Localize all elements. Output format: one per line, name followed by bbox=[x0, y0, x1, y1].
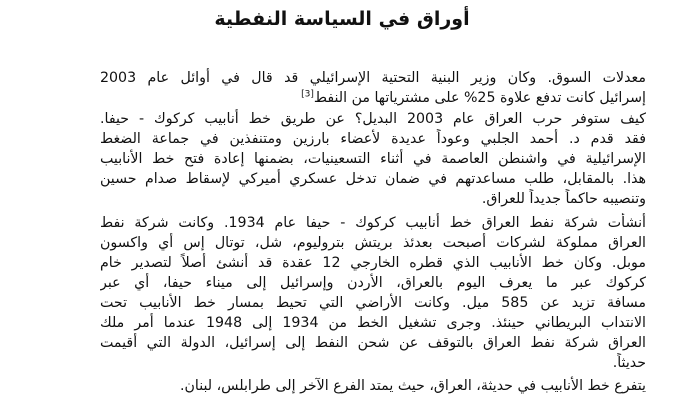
document-title: أوراق في السياسة النفطية bbox=[214, 8, 470, 30]
paragraph-3 bbox=[100, 213, 646, 373]
paragraph-line: الإسرائيلية في واشنطن العاصمة في أثناء التسعينيات، بضمنها إعادة فتح خط الأنابيب bbox=[100, 151, 646, 167]
paragraph-line: الانتداب البريطاني حينئذ. وجرى تشغيل الخط من 1934 إلى 1948 عندما أمر ملك bbox=[100, 315, 646, 331]
paragraph-line: هذا. بالمقابل، طلب مساعدتهم في ضمان تدخل عسكري أميركي لإسقاط صدام حسين bbox=[100, 171, 646, 187]
paragraph-line: موبل. وكان خط الأنابيب الذي قطره الخارجي 12 عقدة قد أنشئ أصلاً لتصدير خام bbox=[100, 255, 646, 271]
paragraph-line: فقد قدم د. أحمد الجلبي وعوداً عديدة لأعضاء بارزين ومتنفذين في جماعة الضغط bbox=[100, 131, 646, 147]
paragraph-line: معدلات السوق. وكان وزير البنية التحتية الإسرائيلي قد قال في أوائل عام 2003 bbox=[100, 70, 646, 86]
paragraph-2 bbox=[100, 109, 646, 209]
footnote-reference[interactable]: [3] bbox=[301, 89, 314, 100]
paragraph-line: يتفرع خط الأنابيب في حديثة، العراق، حيث يمتد الفرع الآخر إلى طرابلس، لبنان. bbox=[179, 378, 646, 394]
paragraph-line: العراق مملوكة لشركات أصبحت بعدئذ بريتش بتروليوم، شل، توتال إس أي واكسون bbox=[100, 235, 646, 251]
paragraph-1 bbox=[100, 68, 646, 108]
paragraph-line: العراق شركة نفط العراق بالتوقف عن شحن النفط إلى إسرائيل، الدولة التي أقيمت bbox=[100, 335, 646, 351]
paragraph-line: أنشأت شركة نفط العراق خط أنابيب كركوك - حيفا عام 1934. وكانت شركة نفط bbox=[100, 215, 646, 231]
paragraph-line: وتنصيبه حاكماً جديداً للعراق. bbox=[481, 191, 646, 207]
paragraph-line: كيف ستوفر حرب العراق عام 2003 البديل؟ عن طريق خط أنابيب كركوك - حيفا. bbox=[100, 111, 646, 127]
paragraph-line: مسافة تزيد عن 585 ميل. وكانت الأراضي التي تحيط بمسار خط الأنابيب تحت bbox=[100, 295, 646, 311]
paragraph-line: كركوك عبر ما يعرف اليوم بالعراق، الأردن وإسرائيل إلى ميناء حيفا، أي عبر bbox=[100, 275, 646, 291]
paragraph-4 bbox=[100, 376, 646, 396]
paragraph-line bbox=[100, 88, 646, 108]
paragraph-line: حديثاً. bbox=[612, 355, 646, 371]
paragraph-line-text: إسرائيل كانت تدفع علاوة 25% على مشترياتها من النفط bbox=[313, 90, 646, 106]
